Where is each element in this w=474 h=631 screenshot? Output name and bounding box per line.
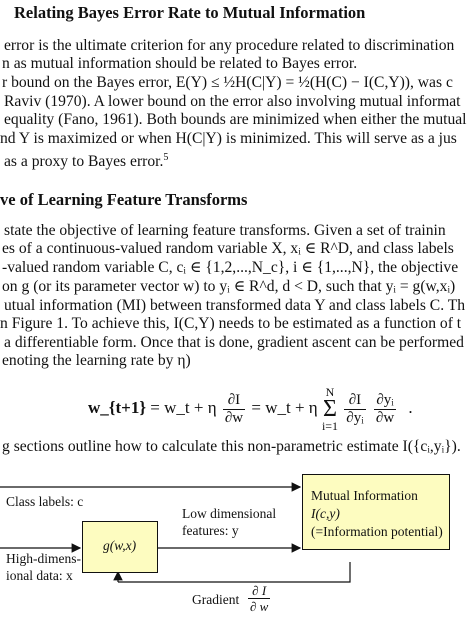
paragraph-line: utual information (MI) between transformed data Y and class labels C. Th [4, 297, 466, 314]
class-labels-text: Class labels: c [6, 494, 84, 509]
fraction-numerator: ∂I [223, 392, 245, 410]
fraction-numerator: ∂I [344, 392, 365, 410]
paragraph-line: g sections outline how to calculate this non-parametric estimate I({cᵢ,yᵢ}). [2, 438, 461, 455]
paragraph-line: -valued random variable C, cᵢ ∈ {1,2,...,N_c}, i ∈ {1,...,N}, the objective [2, 259, 459, 276]
mutual-information-box [302, 474, 450, 550]
paragraph-line-text: as a proxy to Bayes error. [4, 153, 164, 171]
equation-period: . [408, 397, 413, 417]
paragraph-line: error is the ultimate criterion for any procedure related to discrimination [4, 37, 455, 54]
paragraph-line: on g (or its parameter vector w) to yᵢ ∈ R^d, d < D, such that yᵢ = g(w,xᵢ) [2, 278, 456, 295]
equation-term: = w_t + η [251, 397, 318, 417]
paragraph-line: nd Y is maximized or when H(C|Y) is minimized. This will serve as a jus [0, 130, 457, 147]
paragraph-line: state the objective of learning feature transforms. Given a set of trainin [4, 222, 446, 239]
mi-subtitle: (=Information potential) [311, 524, 443, 539]
mi-title: Mutual Information [311, 488, 418, 503]
equation-term: = w_t + η [150, 397, 217, 417]
paragraph-line: equality (Fano, 1961). Both bounds are minimized when either the mutual [4, 111, 467, 128]
fraction-denominator: ∂yᵢ [346, 409, 364, 426]
high-dim-data-text: ional data: x [6, 568, 73, 583]
paragraph-line: n as mutual information should be related to Bayes error. [2, 55, 358, 72]
paragraph-line: es of a continuous-valued random variable X, xᵢ ∈ R^D, and class labels [2, 240, 454, 257]
sum-sigma: Σ [323, 396, 337, 422]
gradient-numerator: ∂ I [248, 583, 270, 599]
paragraph-line: n Figure 1. To achieve this, I(C,Y) needs to be estimated as a function of t [0, 315, 462, 332]
paragraph-line: r bound on the Bayes error, E(Y) ≤ ½H(C|Y) = ½(H(C) − I(C,Y)), was c [2, 74, 453, 91]
gradient-fraction [248, 583, 270, 614]
gradient-denominator: ∂ w [250, 599, 269, 614]
paragraph-line: a differentiable form. Once that is done, gradient ascent can be performed [4, 334, 464, 351]
fraction-numerator: ∂yᵢ [374, 392, 396, 410]
sum-upper: N [325, 385, 335, 399]
low-dim-features-text: Low dimensional [182, 506, 277, 521]
low-dim-features-text: features: y [182, 523, 239, 538]
section-heading-learning-transforms: ve of Learning Feature Transforms [0, 190, 248, 209]
gradient-label: Gradient [192, 592, 240, 607]
paragraph-line: enoting the learning rate by η) [2, 352, 191, 369]
sum-lower: i=1 [321, 419, 339, 433]
transform-box [82, 521, 158, 573]
mi-formula: I(c,y) [311, 506, 340, 521]
fraction-denominator: ∂w [224, 409, 244, 426]
fraction-denominator: ∂w [375, 409, 395, 426]
high-dim-data-text: High-dimens- [6, 551, 81, 566]
equation-lhs: w_{t+1} [88, 397, 147, 417]
transform-label: g(w,x) [103, 538, 137, 553]
paragraph-line: Raviv (1970). A lower bound on the error also involving mutual informat [4, 93, 461, 110]
footnote-marker: 5 [163, 152, 169, 163]
section-heading-bayes-mi: Relating Bayes Error Rate to Mutual Information [14, 3, 366, 22]
